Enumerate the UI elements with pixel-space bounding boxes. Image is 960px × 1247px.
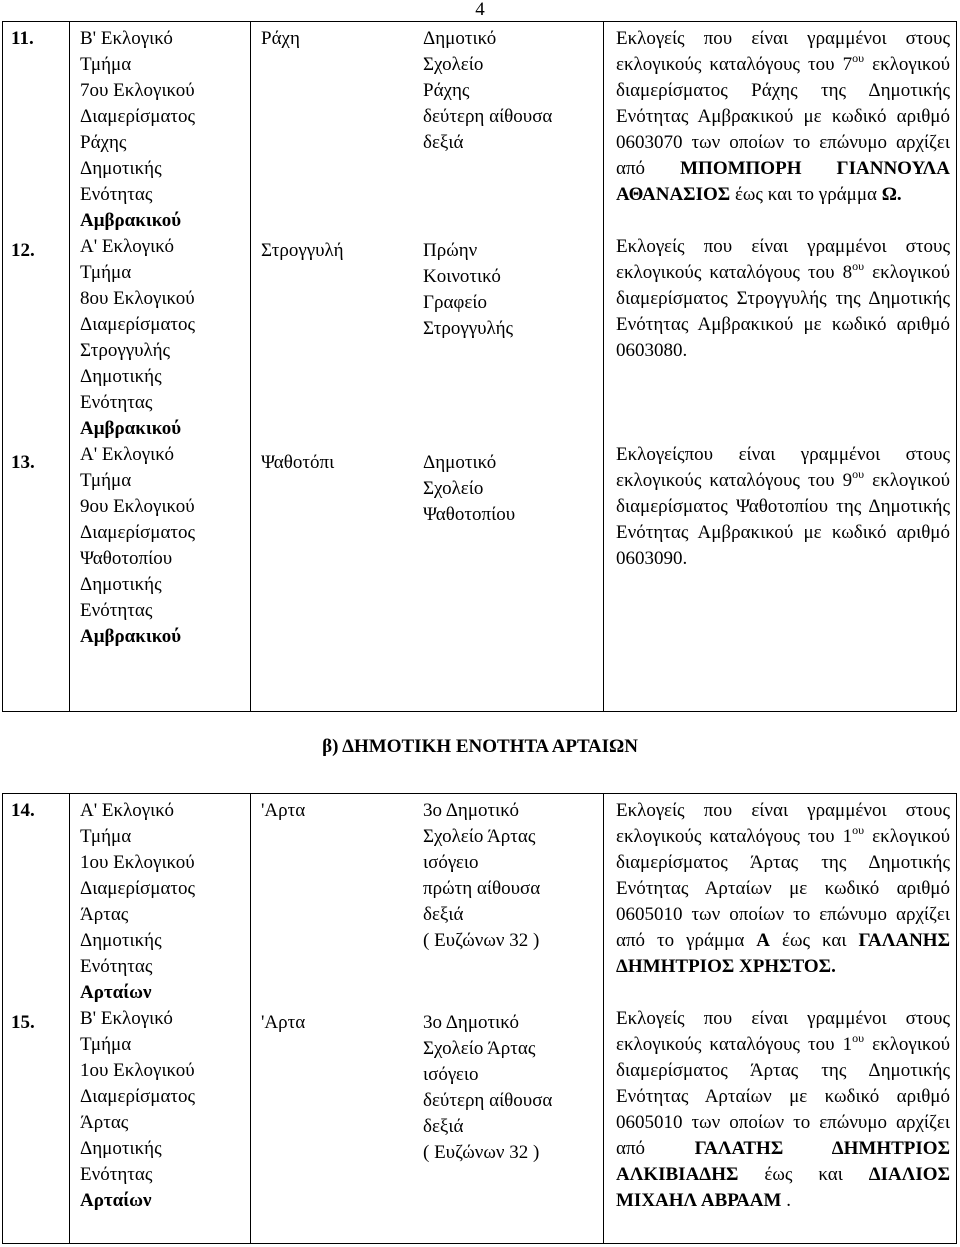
venue [421, 238, 601, 446]
desc-text: έως και το γράμμα [730, 184, 882, 205]
section-name-line: 1ου Εκλογικού [80, 852, 195, 873]
place-name: Ψαθοτόπι [261, 452, 335, 473]
section-name-line: Α' Εκλογικό [80, 800, 174, 821]
venue-line: ισόγειο [423, 1064, 479, 1085]
row-number: 13. [11, 452, 35, 473]
venue-line: Πρώην [423, 240, 478, 261]
desc-text: Εκλογείς που είναι γραμμένοι στους εκλογικούς καταλόγους του 8 [616, 236, 950, 283]
section-name-line: Ενότητας [80, 184, 153, 205]
venue-line: ( Ευζώνων 32 ) [423, 930, 540, 951]
section-name-line: Ενότητας [80, 600, 153, 621]
place-name: 'Αρτα [261, 800, 306, 821]
desc-superscript: ου [852, 259, 865, 273]
section-name-line: Τμήμα [80, 826, 132, 847]
section-name-municipality: Αρταίων [80, 982, 152, 1003]
venue-line: δεύτερη αίθουσα [423, 106, 553, 127]
venue [421, 1010, 601, 1218]
location-block [251, 794, 603, 1006]
row-number-block [11, 446, 69, 658]
desc-text: εκλογικού διαμερίσματος Ψαθοτοπίου της Δημοτικής Ενότητας Αμβρακικού με κωδικό αριθμό 0603090. [616, 470, 950, 569]
row-number-block [11, 234, 69, 446]
venue-line: Σχολείο [423, 478, 484, 499]
desc-superscript: ου [852, 467, 865, 481]
desc-text: εκλογικού διαμερίσματος Άρτας της Δημοτικής Ενότητας Αρταίων με κωδικό αριθμό 0605010 των οποίων το επώνυμο αρχίζει από [616, 1034, 950, 1159]
row-number: 15. [11, 1012, 35, 1033]
section-name-line: Ενότητας [80, 1164, 153, 1185]
section-name-line: Διαμερίσματος [80, 522, 196, 543]
row-number: 12. [11, 240, 35, 261]
section-name-line: Ράχης [80, 132, 127, 153]
section-name-line: Διαμερίσματος [80, 106, 196, 127]
section-name [80, 442, 250, 650]
section-name-line: Άρτας [80, 1112, 129, 1133]
section-name-column [70, 794, 251, 1244]
venue-line: δεξιά [423, 904, 464, 925]
section-name-line: Τμήμα [80, 262, 132, 283]
voter-description [616, 798, 950, 1006]
desc-text: Εκλογείς που είναι γραμμένοι στους εκλογικούς καταλόγους του 1 [616, 800, 950, 847]
location-block [251, 1006, 603, 1218]
row-number-block [11, 1006, 69, 1218]
venue-line: ( Ευζώνων 32 ) [423, 1142, 540, 1163]
section-name-line: Ενότητας [80, 392, 153, 413]
section-name-line: Ενότητας [80, 956, 153, 977]
section-b-heading: β) ΔΗΜΟΤΙΚΗ ΕΝΟΤΗΤΑ ΑΡΤΑΙΩΝ [322, 736, 638, 757]
voter-description [616, 1006, 950, 1214]
section-name-municipality: Αμβρακικού [80, 418, 182, 439]
section-name-column [70, 22, 251, 712]
desc-text: εκλογικού διαμερίσματος Ράχης της Δημοτικής Ενότητας Αμβρακικού με κωδικό αριθμό 0603070 των οποίων το επώνυμο αρχίζει από [616, 54, 950, 179]
row-number: 11. [11, 28, 34, 49]
section-name-line: Διαμερίσματος [80, 314, 196, 335]
page-number: 4 [475, 0, 485, 20]
voter-description [616, 26, 950, 234]
section-name-line: Άρτας [80, 904, 129, 925]
desc-superscript: ου [852, 823, 865, 837]
venue-line: Σχολείο Άρτας [423, 826, 536, 847]
section-name-line: Δημοτικής [80, 158, 162, 179]
desc-bold: Ω. [881, 184, 902, 205]
desc-text: Εκλογείςπου είναι γραμμένοι στους εκλογικούς καταλόγους του 9 [616, 444, 950, 491]
desc-text: Εκλογείς που είναι γραμμένοι στους εκλογικούς καταλόγους του 7 [616, 28, 950, 75]
venue [421, 450, 601, 658]
table-row [3, 22, 957, 712]
desc-text: Εκλογείς που είναι γραμμένοι στους εκλογικούς καταλόγους του 1 [616, 1008, 950, 1055]
section-name-line: Δημοτικής [80, 366, 162, 387]
section-name [80, 798, 250, 1006]
venue-line: δεξιά [423, 132, 464, 153]
venue-line: Δημοτικό [423, 452, 497, 473]
venue-line: Σχολείο Άρτας [423, 1038, 536, 1059]
venue-line: ισόγειο [423, 852, 479, 873]
venue-line: Ράχης [423, 80, 470, 101]
section-name [80, 26, 250, 234]
section-name-line: Δημοτικής [80, 574, 162, 595]
number-column [3, 794, 70, 1244]
section-name-line: Β' Εκλογικό [80, 28, 173, 49]
section-name-line: Β' Εκλογικό [80, 1008, 173, 1029]
venue [421, 798, 601, 1006]
section-name-line: Ψαθοτοπίου [80, 548, 173, 569]
location-block [251, 22, 603, 234]
section-name [80, 234, 250, 442]
venue-line: δεξιά [423, 1116, 464, 1137]
desc-superscript: ου [852, 51, 865, 65]
section-name-line: Δημοτικής [80, 930, 162, 951]
place-name: Στρογγυλή [261, 240, 344, 261]
row-number-block [11, 22, 69, 234]
section-name-line: Τμήμα [80, 54, 132, 75]
location-block [251, 446, 603, 658]
number-column [3, 22, 70, 712]
voter-description [616, 442, 950, 650]
polling-stations-table-bottom [2, 793, 957, 1244]
desc-text: εκλογικού διαμερίσματος Στρογγυλής της Δημοτικής Ενότητας Αμβρακικού με κωδικό αριθμό 0603080. [616, 262, 950, 361]
desc-text: έως και [770, 930, 859, 951]
description-column [604, 22, 957, 712]
section-name-municipality: Αρταίων [80, 1190, 152, 1211]
desc-bold: ΓΑΛΑΝΗΣ ΔΗΜΗΤΡΙΟΣ ΧΡΗΣΤΟΣ. [616, 930, 951, 977]
voter-description [616, 234, 950, 442]
venue-line: Κοινοτικό [423, 266, 501, 287]
venue-line: Ψαθοτοπίου [423, 504, 516, 525]
venue-line: δεύτερη αίθουσα [423, 1090, 553, 1111]
desc-bold: ΔΙΑΛΙΟΣ ΜΙΧΑΗΛ ΑΒΡΑΑΜ [616, 1164, 950, 1211]
venue-line: 3ο Δημοτικό [423, 800, 519, 821]
section-name-municipality: Αμβρακικού [80, 626, 182, 647]
section-name-line: Τμήμα [80, 1034, 132, 1055]
location-block [251, 234, 603, 446]
venue-line: Γραφείο [423, 292, 487, 313]
desc-bold: ΓΑΛΑΤΗΣ ΔΗΜΗΤΡΙΟΣ ΑΛΚΙΒΙΑΔΗΣ [616, 1138, 950, 1185]
table-row [3, 794, 957, 1244]
row-number: 14. [11, 800, 35, 821]
venue-line: πρώτη αίθουσα [423, 878, 541, 899]
section-name-line: 1ου Εκλογικού [80, 1060, 195, 1081]
section-name-line: Διαμερίσματος [80, 1086, 196, 1107]
section-name-line: Τμήμα [80, 470, 132, 491]
desc-text: εκλογικού διαμερίσματος Άρτας της Δημοτικής Ενότητας Αρταίων με κωδικό αριθμό 0605010 των οποίων το επώνυμο αρχίζει από το γράμμα [616, 826, 950, 951]
desc-text: έως και [738, 1164, 869, 1185]
section-name-line: Δημοτικής [80, 1138, 162, 1159]
section-name-line: Α' Εκλογικό [80, 444, 174, 465]
row-number-block [11, 794, 69, 1006]
section-name [80, 1006, 250, 1214]
section-name-line: 9ου Εκλογικού [80, 496, 195, 517]
section-name-line: 7ου Εκλογικού [80, 80, 195, 101]
place-name: Ράχη [261, 28, 300, 49]
venue-line: Στρογγυλής [423, 318, 514, 339]
desc-bold: ΜΠΟΜΠΟΡΗ ΓΙΑΝΝΟΥΛΑ ΑΘΑΝΑΣΙΟΣ [616, 158, 950, 205]
location-column [251, 22, 604, 712]
section-name-line: Στρογγυλής [80, 340, 171, 361]
place-name: 'Αρτα [261, 1012, 306, 1033]
desc-bold: Α [756, 930, 771, 951]
polling-stations-table-top [2, 21, 957, 712]
venue [421, 26, 601, 234]
location-column [251, 794, 604, 1244]
description-column [604, 794, 957, 1244]
section-name-municipality: Αμβρακικού [80, 210, 182, 231]
section-name-line: 8ου Εκλογικού [80, 288, 195, 309]
desc-superscript: ου [852, 1031, 865, 1045]
desc-text: . [781, 1190, 791, 1211]
section-name-line: Α' Εκλογικό [80, 236, 174, 257]
venue-line: Σχολείο [423, 54, 484, 75]
venue-line: 3ο Δημοτικό [423, 1012, 519, 1033]
section-name-line: Διαμερίσματος [80, 878, 196, 899]
venue-line: Δημοτικό [423, 28, 497, 49]
